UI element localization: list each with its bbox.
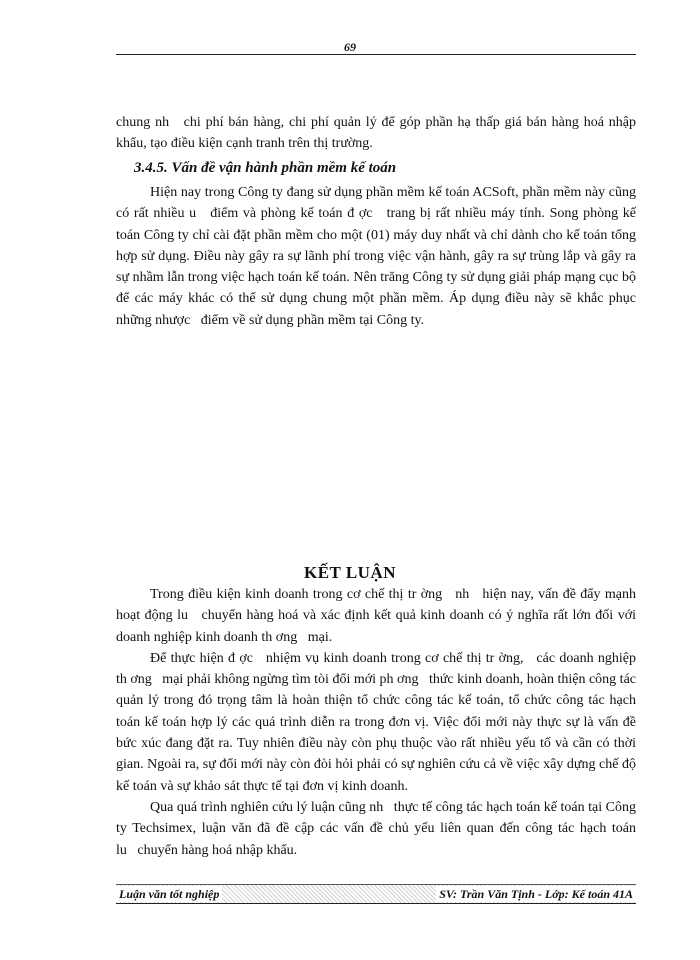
- footer-bar: [116, 884, 636, 904]
- conclusion-paragraph-3: Qua quá trình nghiên cứu lý luận cũng nh thực tế công tác hạch toán kế toán tại Công ty Techsimex, luận văn đã đề cập các vấn đề chủ yếu liên quan đến công tác hạch toán lu chuyển hàng hoá nhập khẩu.: [116, 799, 636, 858]
- intro-paragraph: [116, 112, 636, 155]
- intro-text: chung nh chi phí bán hàng, chi phí quản lý để góp phần hạ thấp giá bán hàng hoá nhập khẩu, tạo điều kiện cạnh tranh trên thị trường.: [116, 115, 636, 152]
- header-rule: [116, 54, 636, 55]
- section-body: [116, 182, 636, 331]
- conclusion-paragraph-2: Để thực hiện đ ợc nhiệm vụ kinh doanh trong cơ chế thị tr ờng, các doanh nghiệp th ơng mại phải không ngừng tìm tòi đổi mới ph ơng thức kinh doanh, hoàn thiện công tác quản lý trong đó trọng tâm là hoàn thiện tổ chức công tác kế toán, tổ chức công tác hạch toán kế toán hợp lý các quá trình diễn ra trong đơn vị. Việc đổi mới này thực sự là vấn đề bức xúc đang đặt ra. Tuy nhiên điều này còn phụ thuộc vào rất nhiều yếu tố và cần có thời gian. Ngoài ra, sự đổi mới này còn đòi hỏi phải có sự nghiên cứu cả về việc xây dựng chế độ kế toán và sự khảo sát thực tế tại đơn vị kinh doanh.: [116, 650, 636, 794]
- footer-right-text: SV: Trần Văn Tịnh - Lớp: Kế toán 41A: [436, 886, 636, 902]
- conclusion-title: KẾT LUẬN: [303, 563, 396, 582]
- conclusion-body: [116, 584, 636, 861]
- footer-left-text: Luận văn tốt nghiệp: [116, 886, 222, 902]
- conclusion-paragraph-1: Trong điều kiện kinh doanh trong cơ chế thị tr ờng nh hiện nay, vấn đề đẩy mạnh hoạt động lu chuyển hàng hoá và xác định kết quả kinh doanh có ý nghĩa rất lớn đối với doanh nghiệp kinh doanh th ơng mại.: [116, 587, 636, 645]
- section-heading: 3.4.5. Vấn đề vận hành phần mềm kế toán: [134, 160, 397, 176]
- section-paragraph: Hiện nay trong Công ty đang sử dụng phần mềm kế toán ACSoft, phần mềm này cũng có rất nhiều u điểm và phòng kế toán đ ợc trang bị rất nhiều máy tính. Song phòng kế toán Công ty chỉ cài đặt phần mềm cho một (01) máy duy nhất và chỉ dành cho kế toán tổng hợp sử dụng. Điều này gây ra sự lãnh phí trong việc vận hành, gây ra sự trùng lắp và gây ra sự nhầm lẫn trong việc hạch toán kế toán. Nên trăng Công ty sử dụng giải pháp mạng cục bộ để các máy khác có thể sử dụng chung một phần mềm. Áp dụng điều này sẽ khắc phục những nhược điểm về sử dụng phần mềm tại Công ty.: [116, 185, 636, 328]
- page-number: 69: [344, 40, 356, 54]
